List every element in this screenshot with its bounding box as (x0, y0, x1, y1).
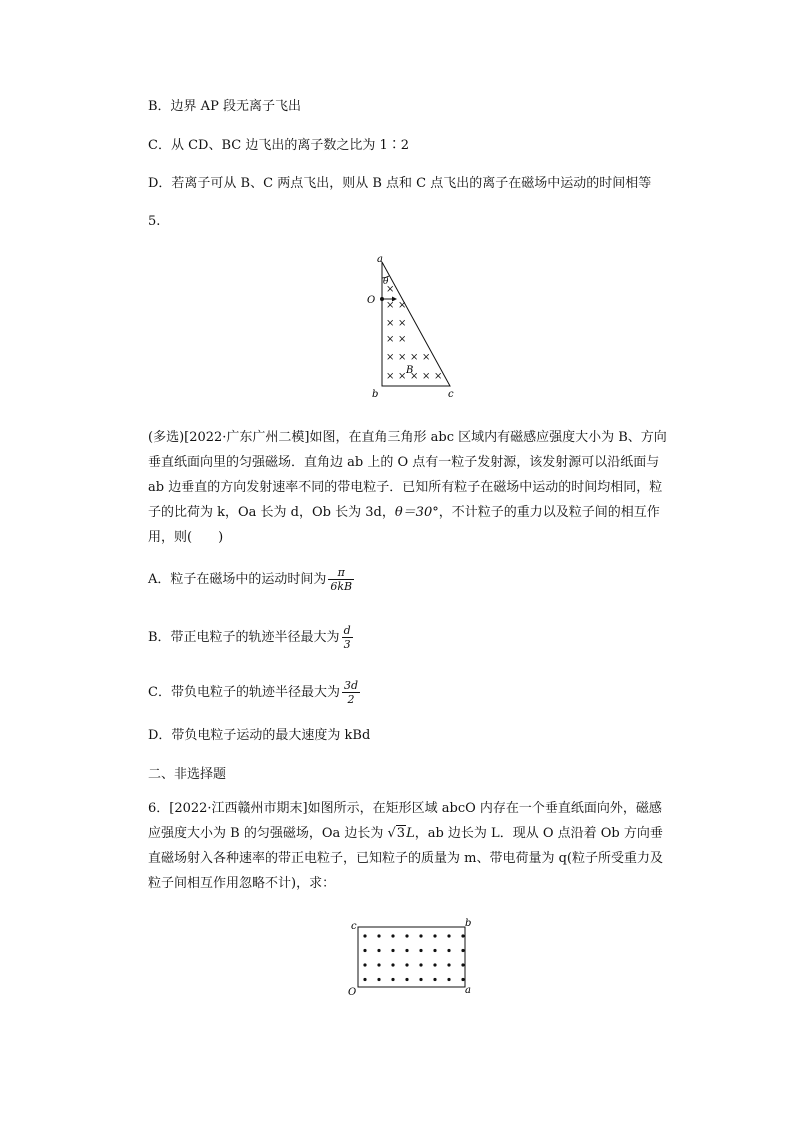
q5-option-b-fraction (342, 624, 353, 651)
field-dot-mark (405, 934, 408, 937)
field-cross-mark: × (398, 334, 407, 345)
field-cross-mark: × (386, 300, 395, 311)
field-cross-mark: × (386, 371, 395, 382)
q5-label-a: a (377, 254, 383, 265)
sqrt-radicand: 3 (396, 826, 406, 841)
field-cross-mark: × (434, 371, 443, 382)
field-dot-mark (419, 949, 422, 952)
field-dot-mark (461, 978, 464, 981)
q5-label-c: c (448, 389, 454, 400)
q6-label-o: O (348, 987, 357, 998)
field-dot-mark (419, 963, 422, 966)
field-dot-mark (363, 934, 366, 937)
q5-stem-theta: θ＝30° (394, 505, 439, 520)
field-dot-mark (405, 949, 408, 952)
q5-option-a (148, 566, 354, 593)
field-dot-mark (433, 934, 436, 937)
q6-label-a: a (465, 985, 471, 996)
q5-option-a-text: A．粒子在磁场中的运动时间为 (148, 572, 327, 587)
field-cross-mark: × (386, 318, 395, 329)
q5-option-d: D．带负电粒子运动的最大速度为 kBd (148, 728, 371, 743)
field-cross-mark: × (398, 371, 407, 382)
field-dot-mark (461, 949, 464, 952)
q6-label-b: b (465, 918, 472, 929)
q4-option-b: B．边界 AP 段无离子飞出 (148, 99, 301, 114)
q6-sqrt (388, 821, 407, 846)
field-dot-mark (377, 978, 380, 981)
q6-sqrt-suffix: L (406, 826, 415, 841)
field-dot-mark (461, 934, 464, 937)
field-dot-mark (433, 963, 436, 966)
q5-option-c (148, 679, 360, 706)
q5-label-b-field: B (406, 365, 414, 376)
q6-label-c: c (351, 921, 357, 932)
field-cross-mark: × (386, 352, 395, 363)
q6-stem-part1: 6．[2022·江西赣州市期末]如图所示，在矩形区域 abcO 内存在一个垂直纸面向外，磁感应强度大小为 B 的匀强磁场，Oa 边长为 (148, 801, 662, 841)
field-dot-mark (363, 978, 366, 981)
field-dot-mark (363, 963, 366, 966)
q4-option-d: D．若离子可从 B、C 两点飞出，则从 B 点和 C 点飞出的离子在磁场中运动的时间相等 (148, 176, 652, 191)
field-cross-mark: × (422, 352, 431, 363)
field-dot-mark (405, 978, 408, 981)
field-dot-mark (391, 978, 394, 981)
sqrt-symbol: √ (387, 826, 396, 841)
fraction-denominator: 2 (342, 692, 360, 706)
field-cross-mark: × (398, 300, 407, 311)
field-dot-mark (461, 963, 464, 966)
field-dot-mark (447, 963, 450, 966)
q6-stem-part2: ，ab 边长为 L．现从 O 点沿着 Ob 方向垂直磁场射入各种速率的带正电粒子，已知粒子的质量为 m、带电荷量为 q(粒子所受重力及粒子间相互作用忽略不计)，求： (148, 826, 663, 891)
field-cross-mark: × (422, 371, 431, 382)
field-dot-mark (377, 949, 380, 952)
field-dot-mark (433, 949, 436, 952)
q5-triangle-figure (360, 252, 460, 402)
field-dot-mark (377, 934, 380, 937)
field-dot-mark (433, 978, 436, 981)
q4-option-c: C．从 CD、BC 边飞出的离子数之比为 1∶2 (148, 138, 409, 153)
field-dot-mark (391, 949, 394, 952)
field-dot-mark (419, 978, 422, 981)
q5-label-theta: θ (383, 277, 389, 287)
field-dot-mark (391, 963, 394, 966)
fraction-denominator: 6kB (330, 580, 353, 593)
field-cross-mark: × (386, 284, 395, 295)
q5-option-a-fraction (328, 566, 354, 593)
field-cross-mark: × (386, 334, 395, 345)
q6-rectangle-figure (345, 917, 475, 999)
field-cross-mark: × (398, 318, 407, 329)
fraction-numerator: π (337, 566, 345, 579)
field-cross-mark: × (410, 371, 419, 382)
q5-option-c-fraction (342, 679, 360, 706)
fraction-numerator: 3d (343, 679, 358, 692)
fraction-denominator: 3 (342, 637, 353, 651)
q5-stem (148, 425, 668, 550)
q5-label-b: b (372, 389, 379, 400)
field-cross-mark: × (410, 352, 419, 363)
q5-option-b (148, 624, 353, 651)
q6-stem (148, 796, 668, 896)
q5-number: 5. (148, 214, 161, 229)
q5-stem-part2: ，不计粒子的重力以及粒子间的相互作用，则( ) (148, 505, 660, 545)
field-dot-mark (405, 963, 408, 966)
q5-label-o: O (367, 295, 376, 306)
q5-option-b-text: B．带正电粒子的轨迹半径最大为 (148, 630, 340, 645)
section-heading: 二、非选择题 (148, 767, 227, 782)
field-dot-mark (447, 978, 450, 981)
field-dot-mark (419, 934, 422, 937)
field-dot-mark (391, 934, 394, 937)
field-dot-mark (447, 949, 450, 952)
field-dot-mark (447, 934, 450, 937)
fraction-numerator: d (343, 624, 351, 637)
field-dot-mark (363, 949, 366, 952)
q5-option-c-text: C．带负电粒子的轨迹半径最大为 (148, 685, 340, 700)
q5-stem-part1: (多选)[2022·广东广州二模]如图，在直角三角形 abc 区域内有磁感应强度大小为 B、方向垂直纸面向里的匀强磁场．直角边 ab 上的 O 点有一粒子发射源，该发射源可以沿纸面与 ab 边垂直的方向发射速率不同的带电粒子．已知所有粒子在磁场中运动的时间均相同，粒子的比荷为 k，Oa 长为 d，Ob 长为 3d， (148, 430, 667, 520)
field-dot-mark (377, 963, 380, 966)
field-cross-mark: × (398, 352, 407, 363)
